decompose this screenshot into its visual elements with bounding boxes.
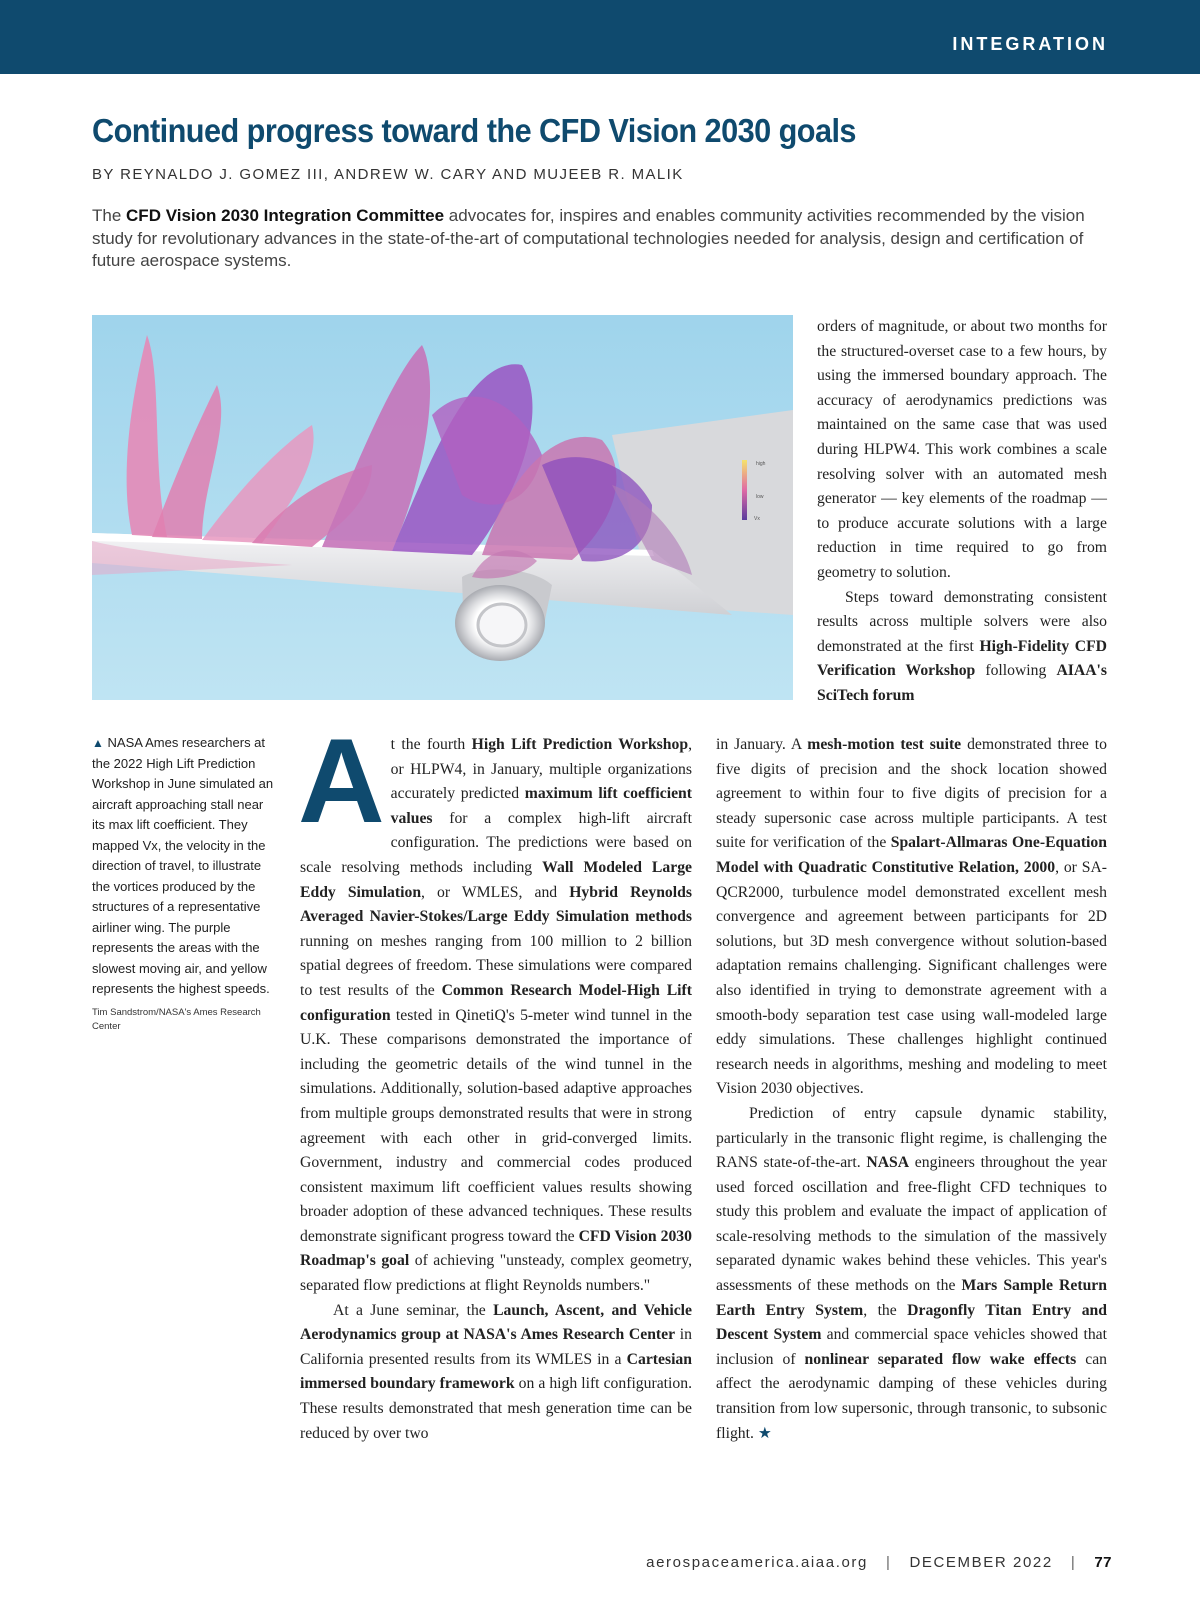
caption-text: NASA Ames researchers at the 2022 High Lift Prediction Workshop in June simulated an aircraft approaching stall near its max lift coefficient. They mapped Vx, the velocity in the direction of travel, to illustrate the vortices produced by the structures of a representative airliner wing. The purple represents the areas with the slowest moving air, and yellow represents the highest speeds. — [92, 735, 274, 996]
legend-var-label: Vx — [754, 516, 760, 522]
article-title: Continued progress toward the CFD Vision 2030 goals — [92, 112, 856, 149]
paragraph-2-continued: orders of magnitude, or about two months for the structured-overset case to a few hours, by using the immersed boundary approach. The accuracy of aerodynamics predictions was maintained on the same case that was used during HLPW4. This work combines a scale resolving solver with an automated mesh generator — key elements of the roadmap — to produce accurate solutions with a large reduction in time required to go from geometry to solution. — [817, 318, 1107, 581]
column-right — [716, 733, 1107, 1446]
byline: BY REYNALDO J. GOMEZ III, ANDREW W. CARY AND MUJEEB R. MALIK — [92, 166, 684, 183]
section-label: INTEGRATION — [952, 34, 1108, 54]
photo-credit: Tim Sandstrom/NASA's Ames Research Center — [92, 1006, 261, 1032]
page-footer: aerospaceamerica.aiaa.org | DECEMBER 2022 | 77 — [646, 1554, 1112, 1571]
cfd-simulation-image — [92, 315, 793, 700]
footer-site: aerospaceamerica.aiaa.org — [646, 1554, 868, 1571]
committee-name: CFD Vision 2030 Integration Committee — [126, 206, 445, 225]
legend-low-label: low — [756, 494, 764, 500]
column-center — [298, 714, 693, 1446]
paragraph-4: Prediction of entry capsule dynamic stability, particularly in the transonic flight regime, is challenging the RANS state-of-the-art. NASA engineers throughout the year used forced oscillation and free-flight CFD techniques to study this problem and evaluate the impact of application of scale-resolving methods to the simulation of the massively separated dynamic wakes behind these vehicles. This year's assessments of these methods on the Mars Sample Return Earth Entry System, the Dragonfly Titan Entry and Descent System and commercial space vehicles showed that inclusion of nonlinear separated flow wake effects can affect the aerodynamic damping of these vehicles during transition from low supersonic, through transonic, to subsonic flight. ★ — [716, 1104, 1108, 1442]
legend-high-label: high — [756, 461, 766, 467]
paragraph-3: in January. A mesh-motion test suite demonstrated three to five digits of precision and the shock location showed agreement to within four to five digits of precision for a steady supersonic case across multiple participants. A test suite for verification of the Spalart-Allmaras One-Equation Model with Quadratic Constitutive Relation, 2000, or SA-QCR2000, turbulence model demonstrated excellent mesh convergence and agreement between participants for 2D solutions, but 3D mesh convergence without solution-based adaptation remains challenging. Significant challenges were also identified in trying to demonstrate agreement with a smooth-body separation test case using wall-modeled large eddy simulations. These challenges highlight continued research needs in algorithms, meshing and modeling to meet Vision 2030 objectives. — [716, 736, 1107, 1098]
page-number: 77 — [1094, 1554, 1112, 1571]
header-bar — [0, 0, 1200, 74]
paragraph-2: At a June seminar, the Launch, Ascent, and Vehicle Aerodynamics group at NASA's Ames Research Center in California presented results from its WMLES in a Cartesian immersed boundary framework on a high lift configuration. These results demonstrated that mesh generation time can be reduced by over two — [300, 1301, 693, 1442]
footer-issue: DECEMBER 2022 — [909, 1554, 1053, 1571]
paragraph-1: At the fourth High Lift Prediction Workshop, or HLPW4, in January, multiple organizations accurately predicted maximum lift coefficient values for a complex high-lift aircraft configuration. The predictions were based on scale resolving methods including Wall Modeled Large Eddy Simulation, or WMLES, and Hybrid Reynolds Averaged Navier-Stokes/Large Eddy Simulation methods running on meshes ranging from 100 million to 2 billion spatial degrees of freedom. These simulations were compared to test results of the Common Research Model-High Lift configuration tested in QinetiQ's 5-meter wind tunnel in the U.K. These comparisons demonstrated the importance of including the geometric details of the wind tunnel in the simulations. Additionally, solution-based adaptive approaches from multiple groups demonstrated results that were in strong agreement with each other in grid-converged limits. Government, industry and commercial codes produced consistent maximum lift coefficient values results showing broader adoption of these advanced techniques. These results demonstrate significant progress toward the CFD Vision 2030 Roadmap's goal of achieving "unsteady, complex geometry, separated flow predictions at flight Reynolds numbers." — [298, 714, 693, 1295]
column-right-top — [817, 315, 1107, 709]
wing-vortex-illustration — [92, 315, 793, 700]
drop-cap: A — [298, 714, 385, 848]
end-star-icon: ★ — [757, 1424, 772, 1442]
paragraph-3-start: Steps toward demonstrating consistent results across multiple solvers were also demonstrated at the first High-Fidelity CFD Verification Workshop following AIAA's SciTech forum — [817, 588, 1107, 704]
figure-caption — [92, 733, 278, 1034]
caption-marker-icon: ▲ — [92, 736, 104, 750]
deck: The CFD Vision 2030 Integration Committee advocates for, inspires and enables community activities recommended by the vision study for revolutionary advances in the state-of-the-art of computational technologies needed for analysis, design and certification of future aerospace systems. — [92, 206, 1085, 270]
